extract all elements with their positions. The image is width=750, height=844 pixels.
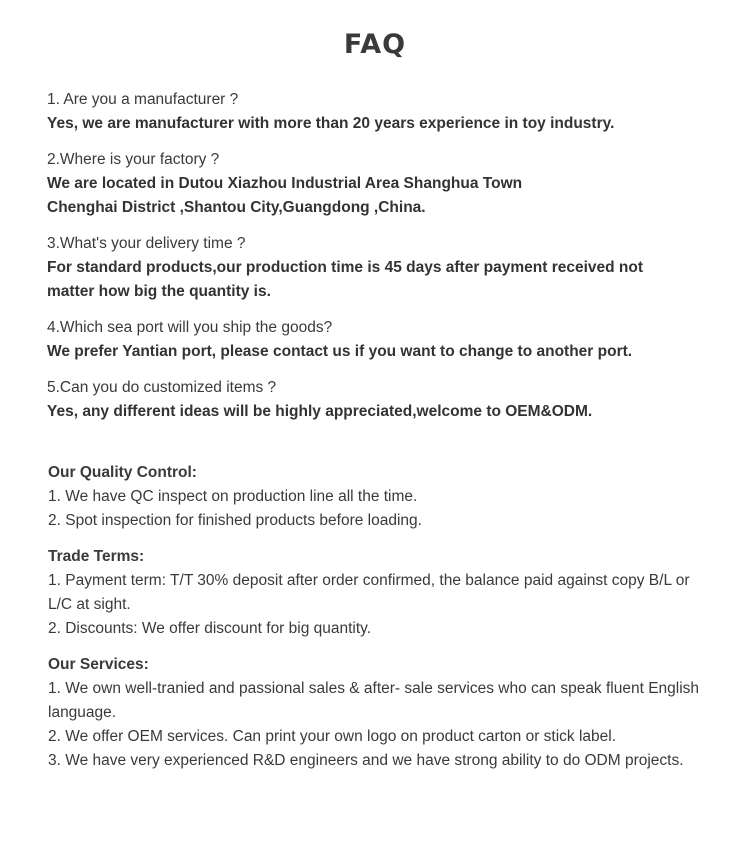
faq-answer-3-line-2: matter how big the quantity is. <box>47 283 271 300</box>
section-heading-quality-control: Our Quality Control: <box>48 464 197 481</box>
quality-control-line-2: 2. Spot inspection for finished products before loading. <box>48 512 422 529</box>
faq-answer-2-line-2: Chenghai District ,Shantou City,Guangdong ,China. <box>47 199 426 216</box>
faq-answer-1-line-1: Yes, we are manufacturer with more than 20 years experience in toy industry. <box>47 115 615 132</box>
trade-terms-line-1: 1. Payment term: T/T 30% deposit after order confirmed, the balance paid against copy B/L or <box>48 572 690 589</box>
faq-question-1: 1. Are you a manufacturer ? <box>47 91 239 108</box>
faq-question-3: 3.What's your delivery time ? <box>47 235 246 252</box>
trade-terms-line-3: 2. Discounts: We offer discount for big quantity. <box>48 620 372 637</box>
services-line-3: 2. We offer OEM services. Can print your own logo on product carton or stick label. <box>48 728 617 745</box>
faq-answer-4-line-1: We prefer Yantian port, please contact us if you want to change to another port. <box>47 343 633 360</box>
faq-answer-3-line-1: For standard products,our production time is 45 days after payment received not <box>47 259 644 276</box>
services-line-2: language. <box>48 704 117 721</box>
quality-control-line-1: 1. We have QC inspect on production line all the time. <box>48 488 418 505</box>
section-heading-services: Our Services: <box>48 656 149 673</box>
faq-question-5: 5.Can you do customized items ? <box>47 379 277 396</box>
page-title: FAQ <box>343 29 407 60</box>
faq-question-2: 2.Where is your factory ? <box>47 151 220 168</box>
services-line-4: 3. We have very experienced R&D engineers and we have strong ability to do ODM projects. <box>48 752 684 769</box>
faq-question-4: 4.Which sea port will you ship the goods? <box>47 319 333 336</box>
faq-answer-5-line-1: Yes, any different ideas will be highly appreciated,welcome to OEM&ODM. <box>47 403 593 420</box>
section-heading-trade-terms: Trade Terms: <box>48 548 145 565</box>
faq-answer-2-line-1: We are located in Dutou Xiazhou Industrial Area Shanghua Town <box>47 175 523 192</box>
services-line-1: 1. We own well-tranied and passional sales & after- sale services who can speak fluent English <box>48 680 700 697</box>
trade-terms-line-2: L/C at sight. <box>48 596 131 613</box>
